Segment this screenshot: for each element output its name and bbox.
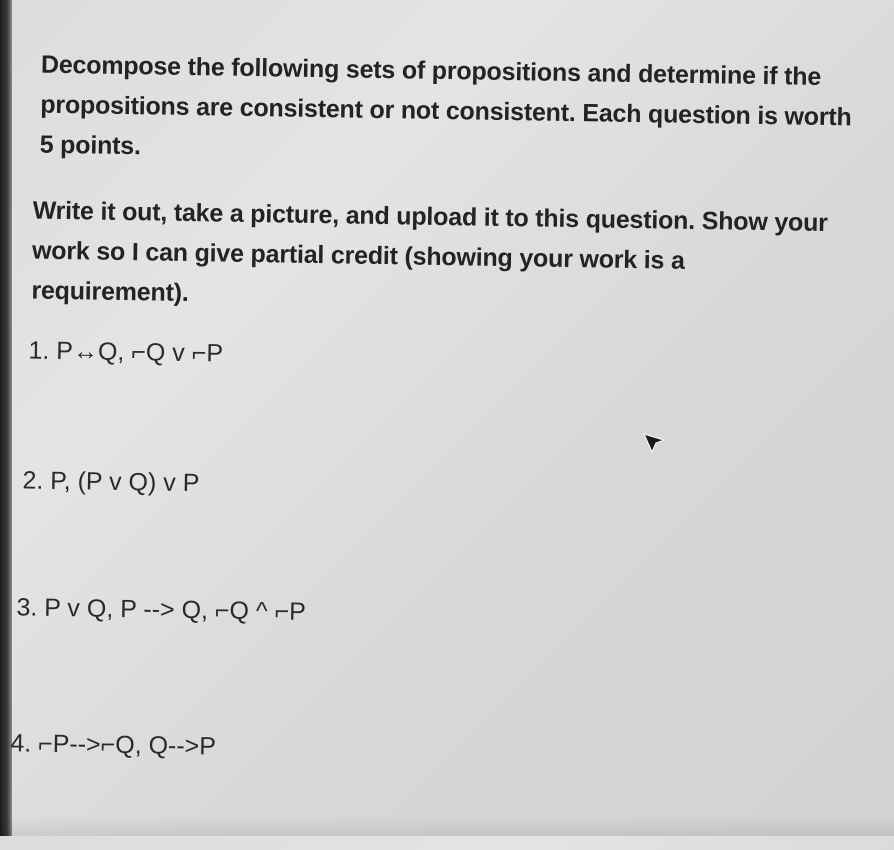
question-number: 1. [28, 336, 50, 365]
mouse-pointer-icon [640, 428, 670, 458]
question-text: ⌐P-->⌐Q, Q-->P [37, 729, 217, 761]
instructions-line: requirement). [31, 276, 189, 307]
question-4 [10, 729, 216, 761]
instructions-line: Decompose the following sets of propositions and determine if the [40, 50, 822, 91]
instructions-line: propositions are consistent or not consistent. Each question is worth [40, 90, 852, 132]
instructions-paragraph-2 [31, 191, 828, 323]
question-2 [22, 466, 199, 498]
question-text: P↔Q, ⌐Q v ⌐P [56, 336, 224, 368]
question-3 [16, 593, 306, 627]
question-number: 4. [10, 729, 32, 758]
instructions-line: work so I can give partial credit (showing your work is a [31, 236, 685, 275]
question-number: 3. [16, 593, 38, 622]
instructions-line: 5 points. [39, 130, 141, 161]
instructions-paragraph-1 [39, 45, 852, 178]
question-1 [28, 336, 223, 368]
instructions-line: Write it out, take a picture, and upload it to this question. Show your [32, 196, 828, 238]
photo-shadow [0, 816, 894, 836]
question-text: P v Q, P --> Q, ⌐Q ^ ⌐P [44, 593, 307, 626]
question-text: P, (P v Q) v P [50, 466, 200, 498]
question-number: 2. [22, 466, 44, 495]
